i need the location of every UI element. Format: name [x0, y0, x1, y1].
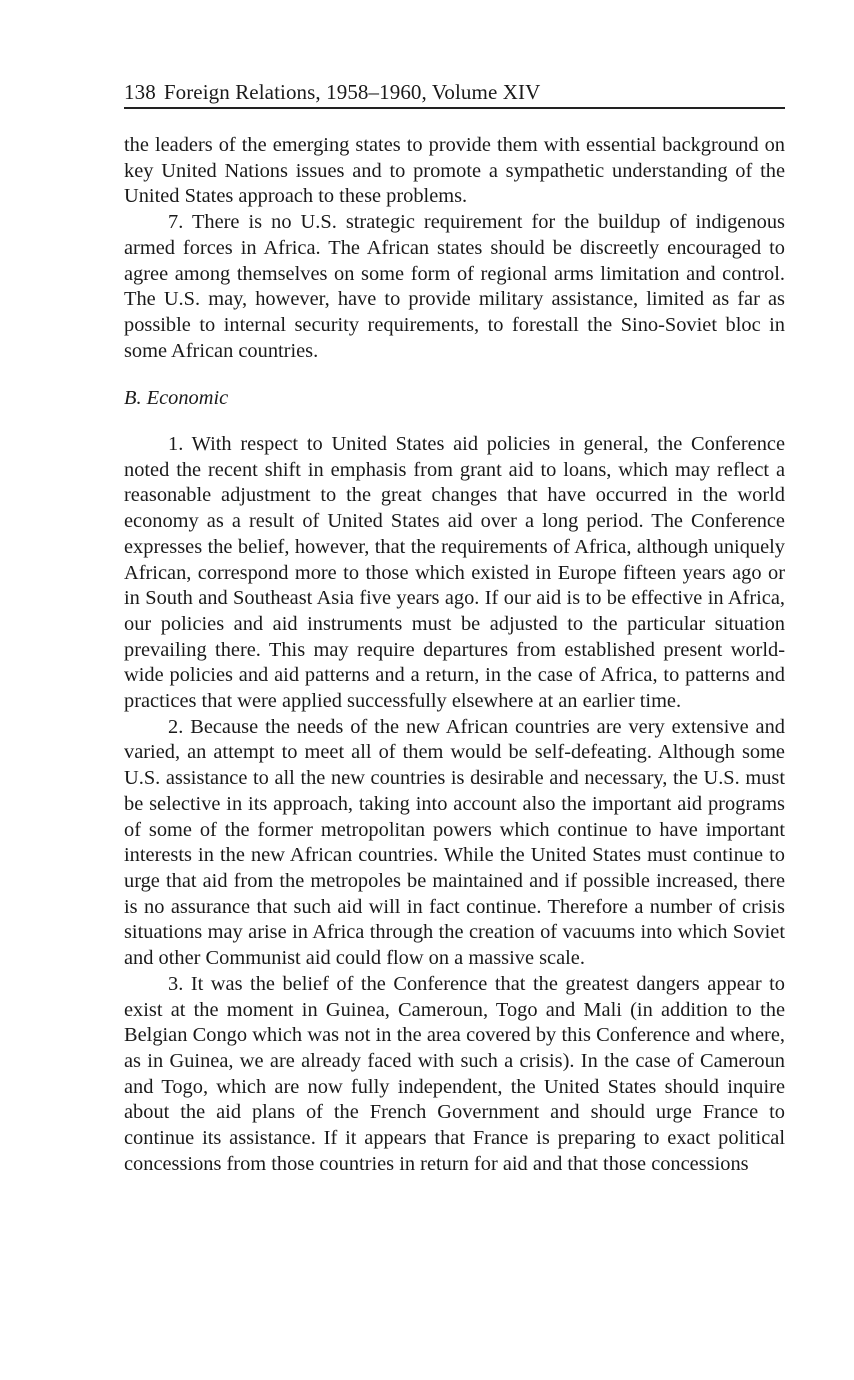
paragraph-continuation: the leaders of the emerging states to provide them with essential background on key United Nations issues and to promote a sympathetic understanding of the United States approach to these problems.: [124, 134, 785, 208]
running-title: Foreign Relations, 1958–1960, Volume XIV: [163, 80, 541, 104]
running-header: [124, 78, 785, 109]
section-heading-economic: B. Economic: [124, 387, 229, 410]
paragraph-military-assistance: 7. There is no U.S. strategic requirement for the buildup of indigenous armed forces in Africa. The African states should be discreetly encouraged to agree among themselves on some form of regional arms limitation and control. The U.S. may, however, have to provide military assistance, limited as far as possible to internal security requirements, to forestall the Sino-Soviet bloc in some African countries.: [124, 211, 785, 362]
body-text: [124, 133, 785, 1177]
paragraph-greatest-dangers: 3. It was the belief of the Conference that the greatest dangers appear to exist at the moment in Guinea, Cameroun, Togo and Mali (in addition to the Belgian Congo which was not in the area covered by this Conference and where, as in Guinea, we are already faced with such a crisis). In the case of Cameroun and Togo, which are now fully independent, the United States should inquire about the aid plans of the French Government and should urge France to continue its assistance. If it appears that France is preparing to exact political concessions from those countries in return for aid and that those concessions: [124, 972, 785, 1175]
paragraph-african-needs: 2. Because the needs of the new African countries are very extensive and varied, an attempt to meet all of them would be self-defeating. Although some U.S. assistance to all the new countries is desirable and necessary, the U.S. must be selective in its approach, taking into account also the important aid programs of some of the former metropolitan powers which continue to have important interests in the new African countries. While the United States must continue to urge that aid from the metropoles be maintained and if possible increased, there is no assurance that such aid will in fact continue. Therefore a number of crisis situations may arise in Africa through the creation of vacuums into which Soviet and other Communist aid could flow on a massive scale.: [124, 715, 785, 970]
document-page: [124, 78, 785, 1177]
page-number: 138: [124, 80, 156, 104]
paragraph-aid-policies: 1. With respect to United States aid policies in general, the Conference noted the recent shift in emphasis from grant aid to loans, which may reflect a reasonable adjustment to the great changes that have occurred in the world economy as a result of United States aid over a long period. The Conference expresses the belief, however, that the requirements of Africa, although uniquely African, correspond more to those which existed in Europe fifteen years ago or in South and Southeast Asia five years ago. If our aid is to be effective in Africa, our policies and aid instruments must be adjusted to the particular situation prevailing there. This may require departures from established present world-wide policies and aid patterns and a return, in the case of Africa, to patterns and practices that were applied successfully elsewhere at an earlier time.: [124, 433, 785, 713]
